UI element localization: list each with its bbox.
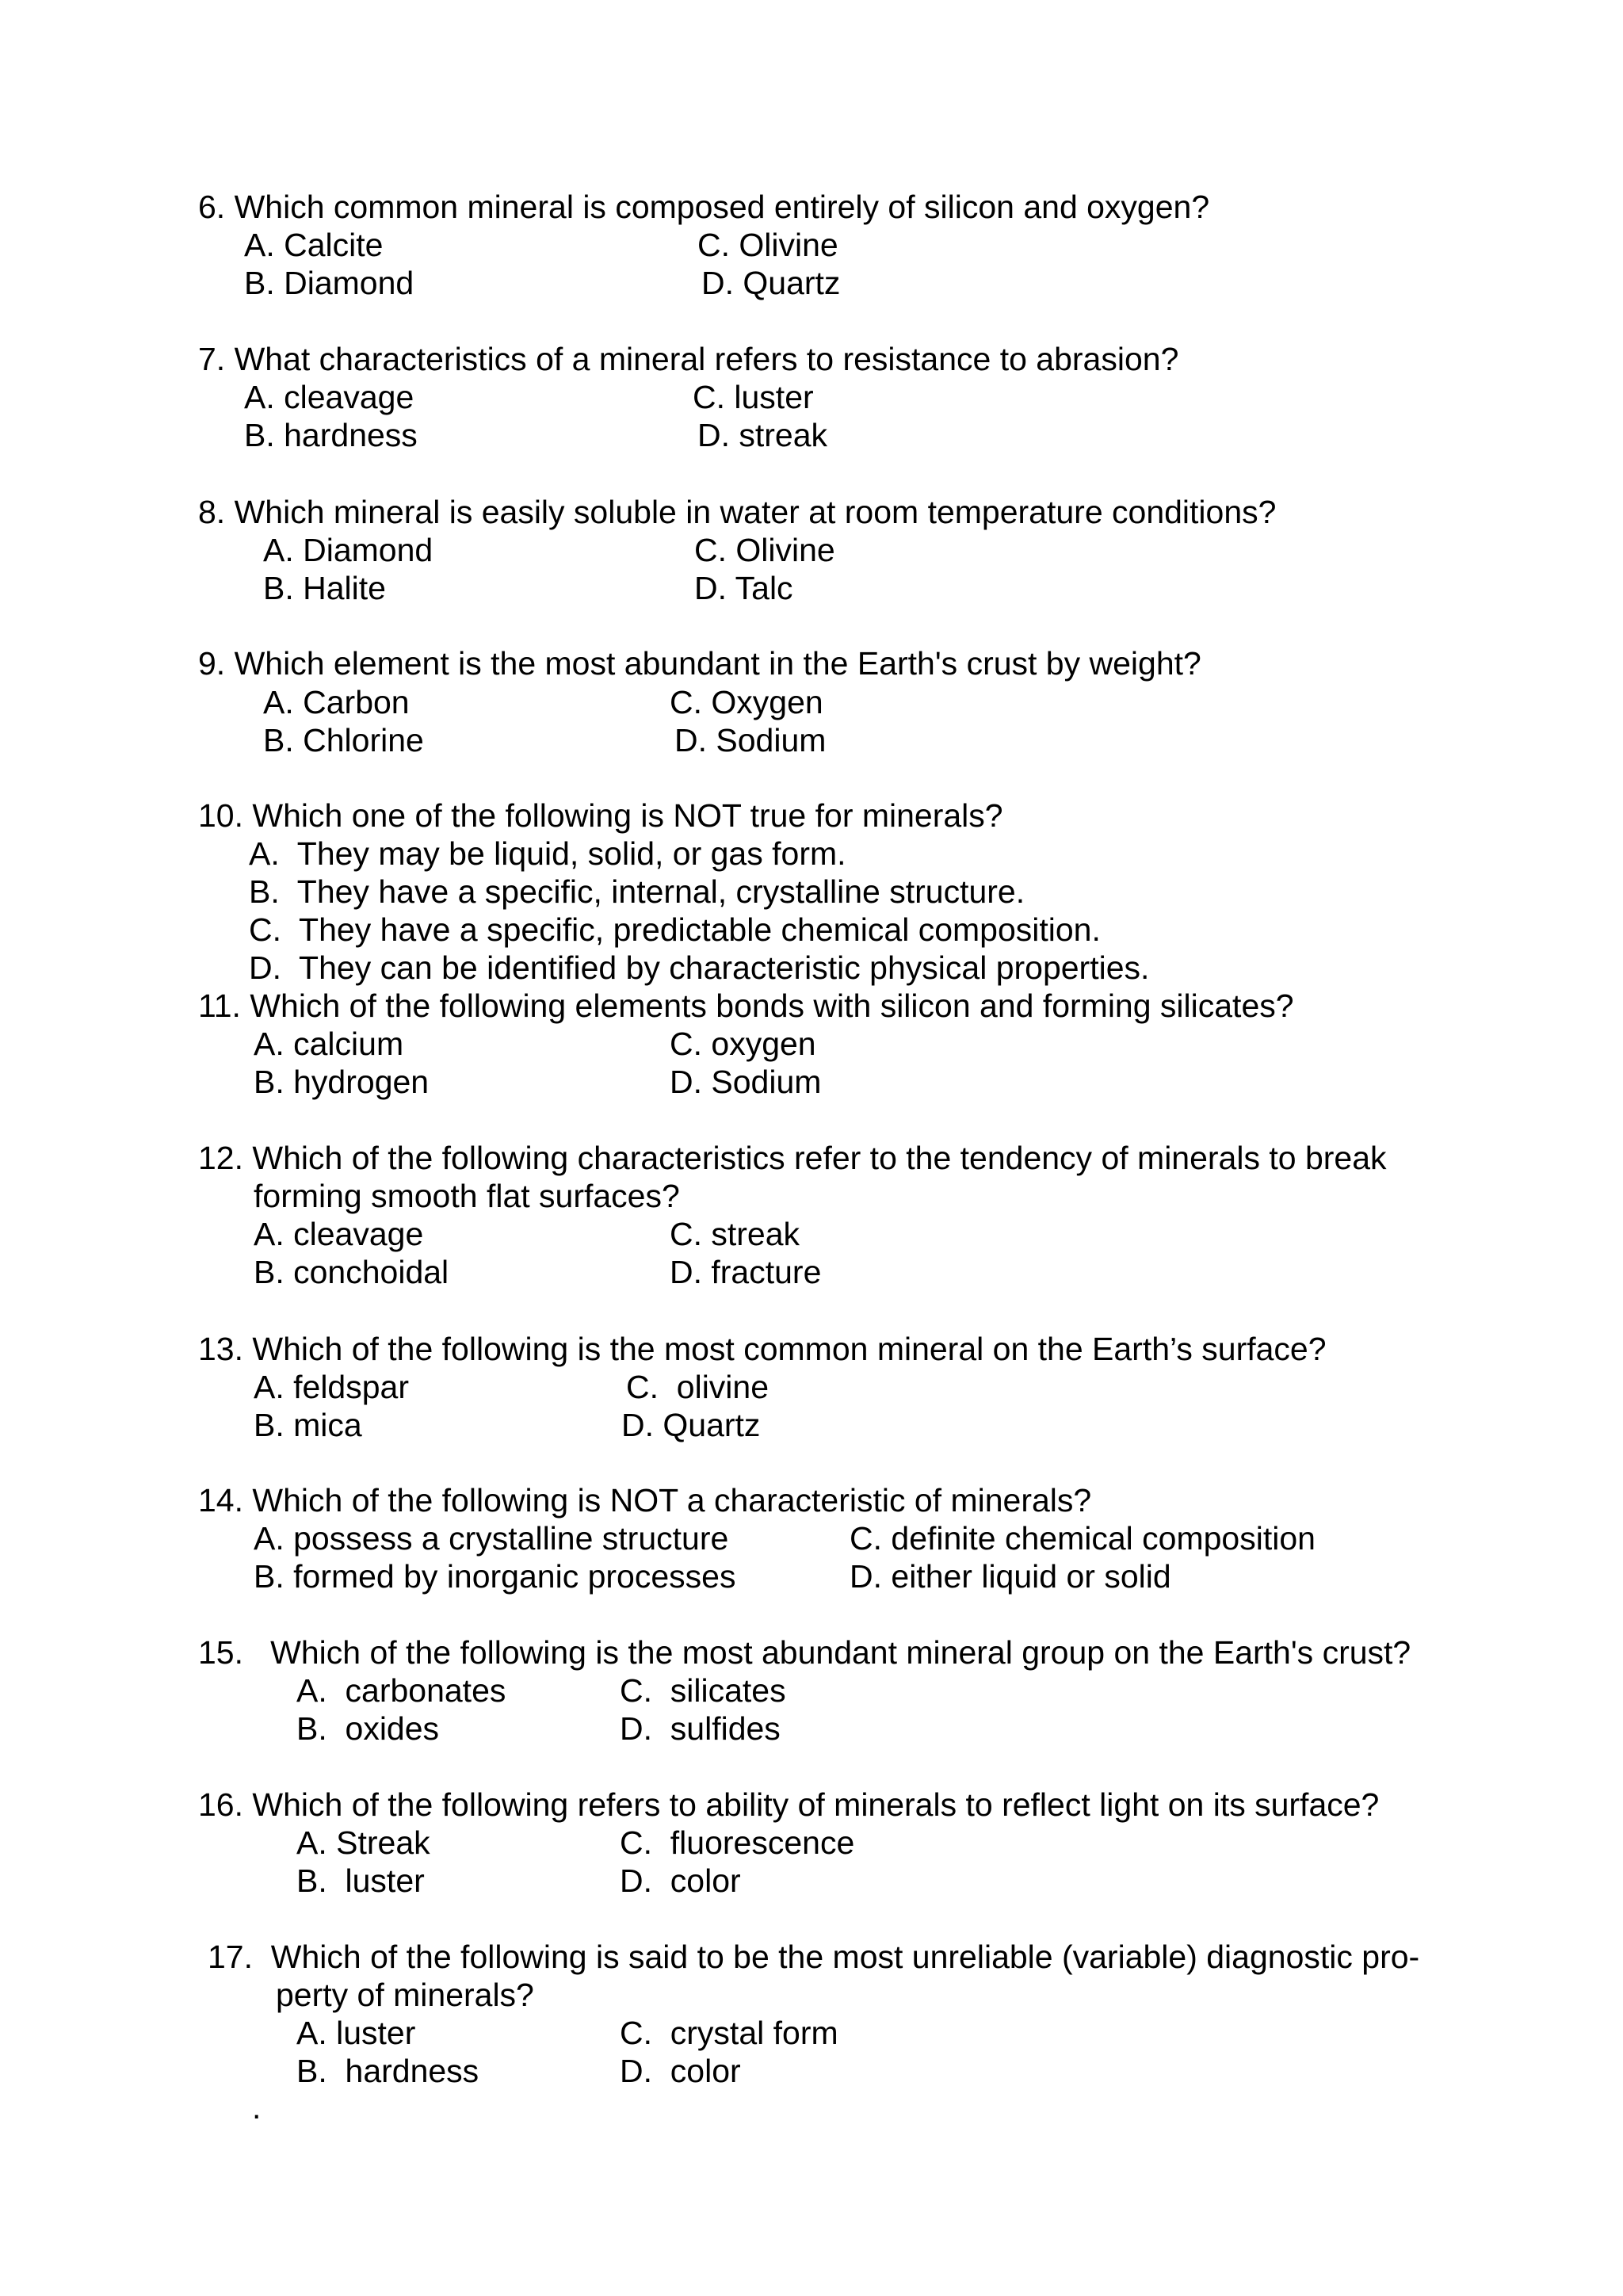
option-a: A. carbonates	[296, 1672, 506, 1709]
option-c: C. definite chemical composition	[850, 1520, 1316, 1557]
question-stem: 15. Which of the following is the most abundant mineral group on the Earth's crust?	[198, 1634, 1411, 1671]
option-d: D. sulfides	[620, 1710, 781, 1747]
option-c: C. They have a specific, predictable chemical composition.	[249, 911, 1101, 948]
option-a: A. luster	[296, 2015, 416, 2051]
option-a: A. possess a crystalline structure	[254, 1520, 729, 1557]
option-a: A. Streak	[296, 1824, 430, 1861]
option-a: A. cleavage	[244, 379, 414, 415]
trailing-dot: .	[252, 2089, 262, 2126]
option-d: D. They can be identified by characteristic physical properties.	[249, 949, 1150, 986]
option-a: A. They may be liquid, solid, or gas form.	[249, 835, 846, 872]
option-d: D. color	[620, 2053, 741, 2089]
option-a: A. calcium	[254, 1026, 404, 1062]
option-c: C. oxygen	[670, 1026, 816, 1062]
question-stem: 8. Which mineral is easily soluble in water at room temperature conditions?	[198, 494, 1277, 530]
question-stem: 16. Which of the following refers to ability of minerals to reflect light on its surface?	[198, 1786, 1380, 1823]
option-b: B. They have a specific, internal, crystalline structure.	[249, 873, 1025, 910]
question-stem: 9. Which element is the most abundant in the Earth's crust by weight?	[198, 645, 1201, 682]
question-stem: 6. Which common mineral is composed entirely of silicon and oxygen?	[198, 189, 1210, 225]
option-b: B. hydrogen	[254, 1064, 430, 1100]
option-c: C. silicates	[620, 1672, 786, 1709]
option-b: B. Halite	[263, 570, 386, 606]
option-b: B. Chlorine	[263, 722, 424, 758]
option-d: D. streak	[697, 417, 828, 453]
option-b: B. luster	[296, 1862, 425, 1899]
option-d: D. Sodium	[674, 722, 827, 758]
question-stem-continued: perty of minerals?	[276, 1977, 534, 2013]
option-c: C. fluorescence	[620, 1824, 855, 1861]
option-d: D. Sodium	[670, 1064, 822, 1100]
option-b: B. mica	[254, 1407, 362, 1443]
option-c: C. Olivine	[694, 532, 835, 568]
option-d: D. either liquid or solid	[850, 1558, 1171, 1595]
question-stem: 10. Which one of the following is NOT true for minerals?	[198, 797, 1003, 834]
option-b: B. conchoidal	[254, 1254, 449, 1290]
option-a: A. Diamond	[263, 532, 433, 568]
question-stem: 14. Which of the following is NOT a characteristic of minerals?	[198, 1482, 1092, 1519]
question-stem: 13. Which of the following is the most common mineral on the Earth’s surface?	[198, 1331, 1327, 1367]
option-b: B. hardness	[296, 2053, 479, 2089]
option-b: B. hardness	[244, 417, 418, 453]
question-stem: 11. Which of the following elements bonds with silicon and forming silicates?	[198, 988, 1294, 1024]
option-a: A. Calcite	[244, 227, 384, 263]
option-b: B. Diamond	[244, 265, 414, 301]
option-d: D. color	[620, 1862, 741, 1899]
option-b: B. formed by inorganic processes	[254, 1558, 736, 1595]
question-stem-continued: forming smooth flat surfaces?	[254, 1178, 680, 1214]
question-stem: 17. Which of the following is said to be the most unreliable (variable) diagnostic pro-	[208, 1939, 1420, 1975]
option-a: A. feldspar	[254, 1369, 409, 1405]
option-d: D. Talc	[694, 570, 793, 606]
option-d: D. Quartz	[701, 265, 841, 301]
option-b: B. oxides	[296, 1710, 440, 1747]
option-a: A. Carbon	[263, 684, 410, 720]
option-c: C. luster	[693, 379, 814, 415]
option-a: A. cleavage	[254, 1216, 424, 1252]
question-stem: 12. Which of the following characteristics refer to the tendency of minerals to break	[198, 1140, 1387, 1176]
option-d: D. Quartz	[621, 1407, 761, 1443]
option-c: C. crystal form	[620, 2015, 838, 2051]
option-c: C. Olivine	[697, 227, 838, 263]
option-c: C. olivine	[626, 1369, 769, 1405]
option-c: C. streak	[670, 1216, 800, 1252]
option-d: D. fracture	[670, 1254, 822, 1290]
question-stem: 7. What characteristics of a mineral refers to resistance to abrasion?	[198, 341, 1179, 377]
option-c: C. Oxygen	[670, 684, 823, 720]
